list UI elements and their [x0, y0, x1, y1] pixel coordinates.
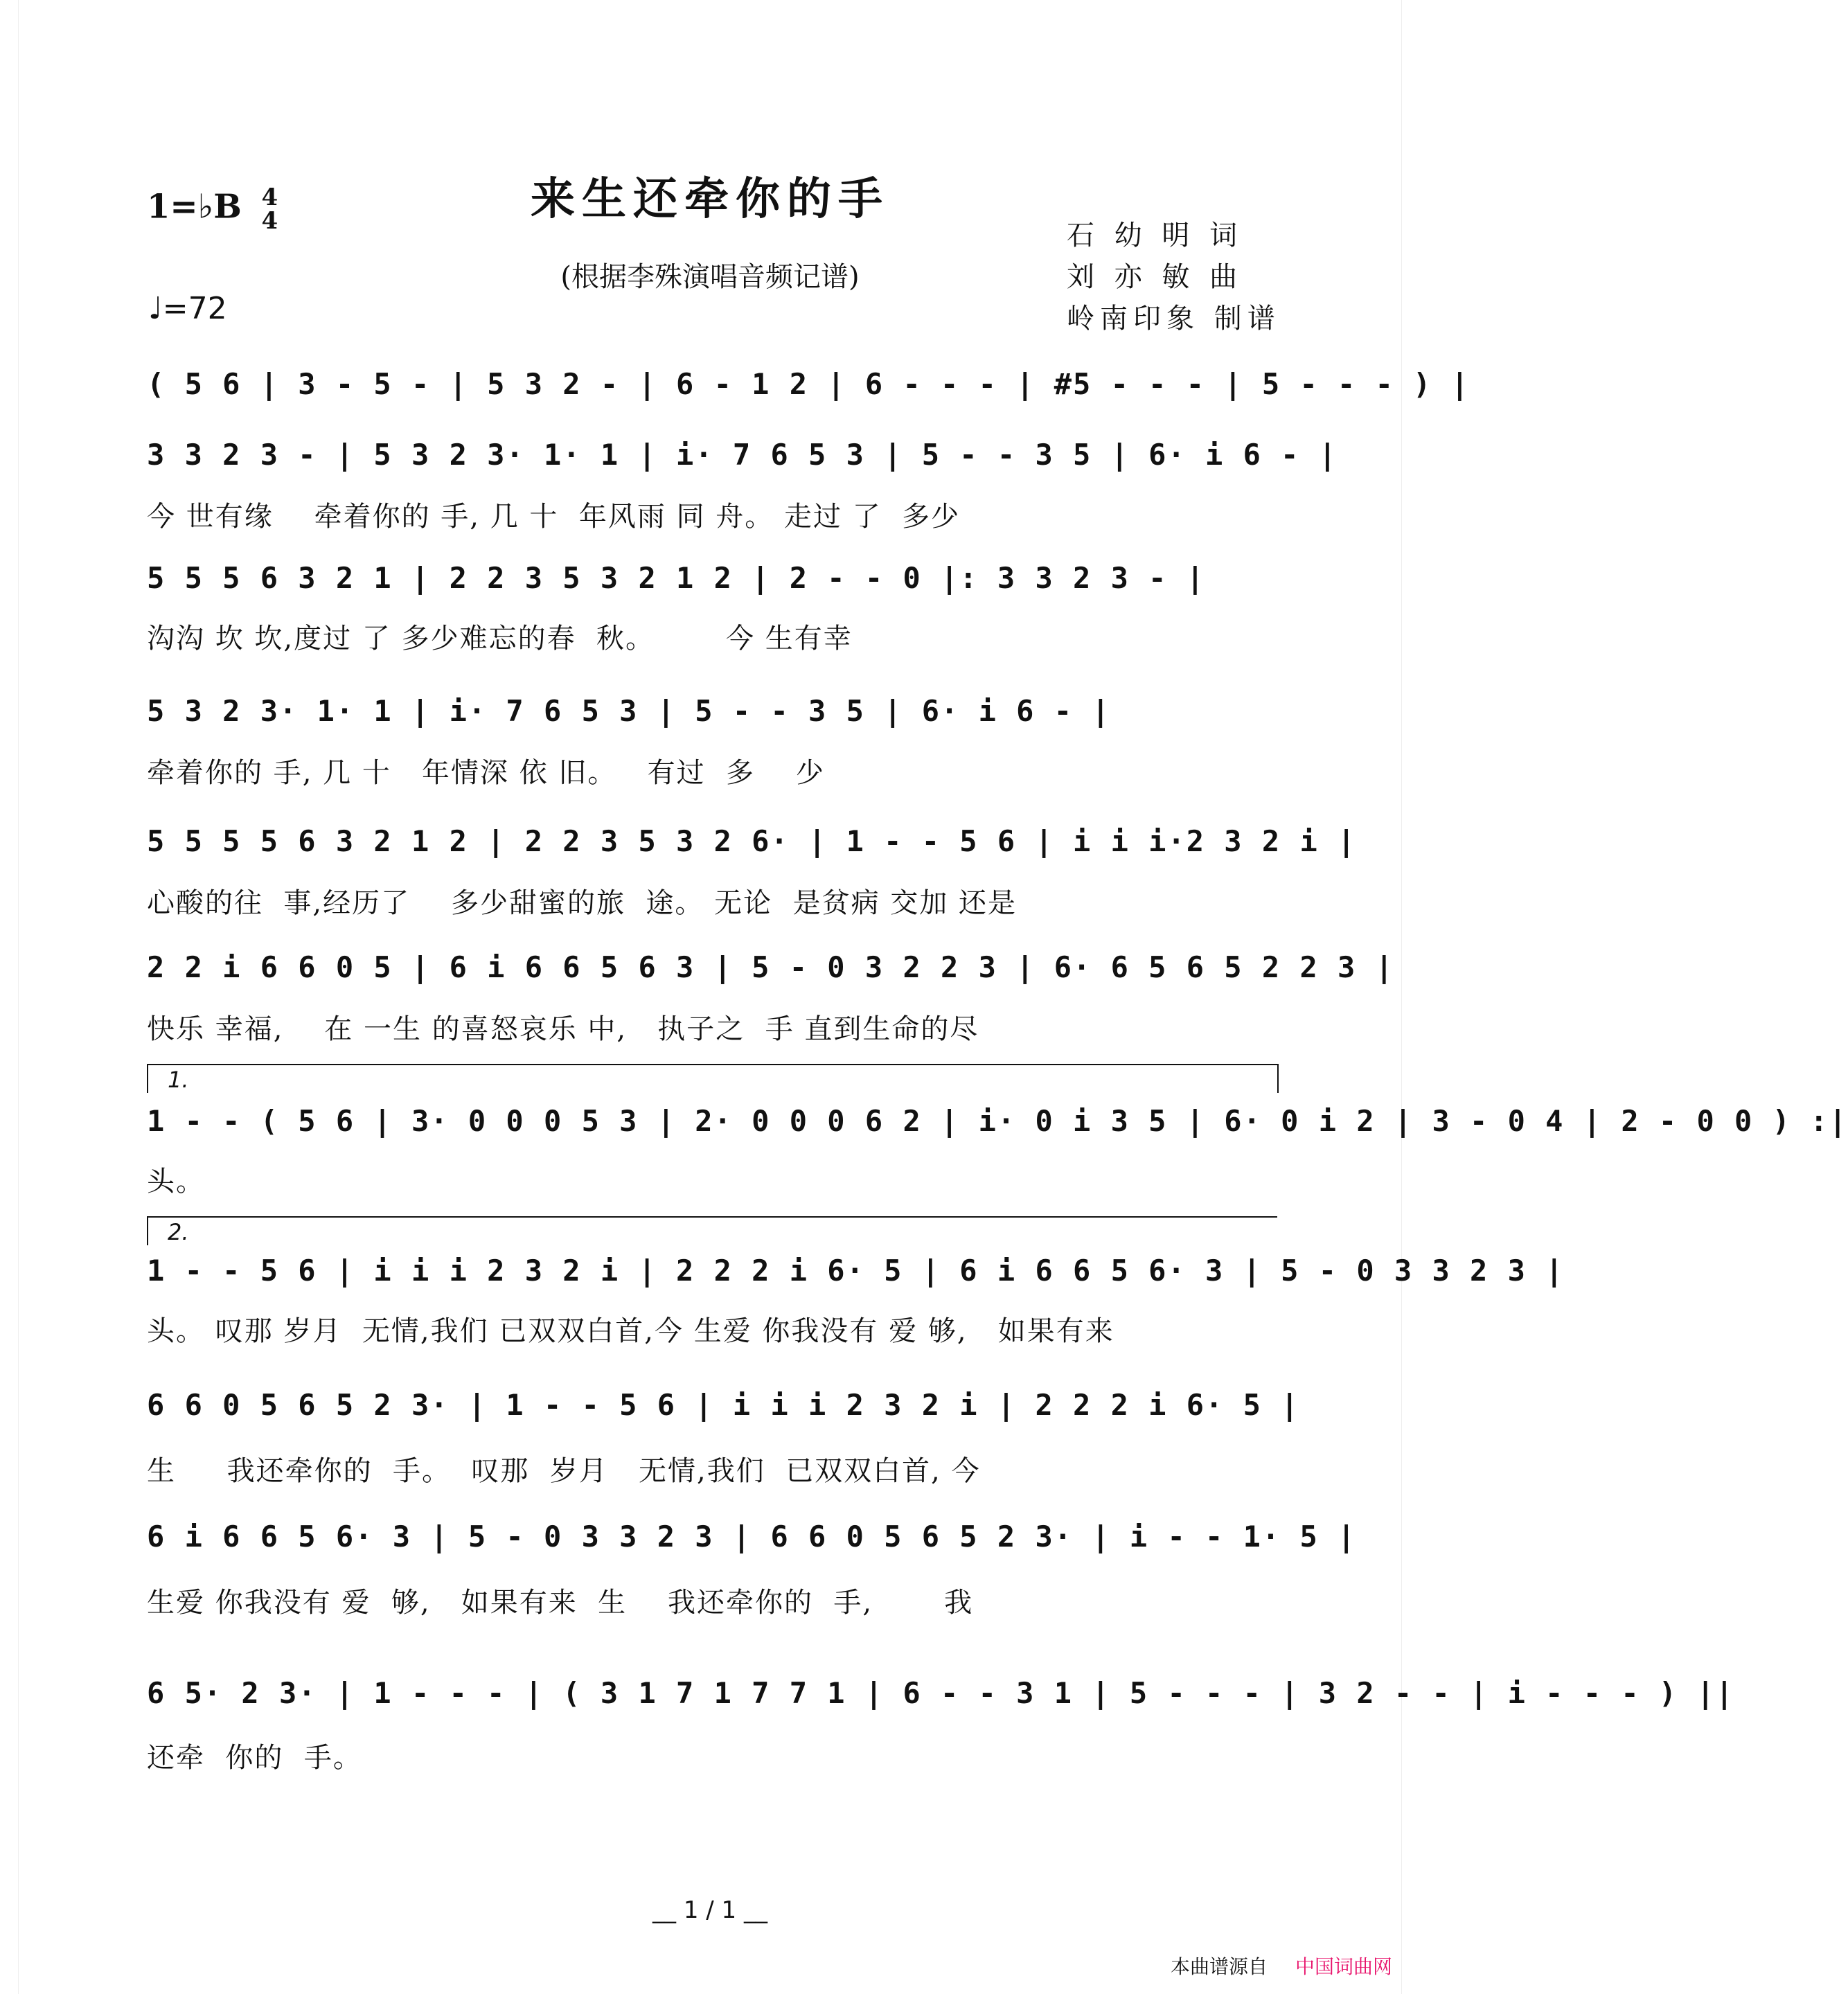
first-ending-label: 1.	[168, 1067, 189, 1093]
time-top: 4	[261, 184, 278, 211]
page-number: __ 1 / 1 __	[652, 1896, 767, 1924]
notation-line: 5 3 2 3· 1· 1 | i· 7 6 5 3 | 5 - - 3 5 | 6· i 6 - |	[147, 694, 1111, 728]
second-ending-bracket	[147, 1216, 1277, 1245]
lyric-line: 沟沟 坎 坎,度过 了 多少难忘的春 秋。 今 生有幸	[147, 623, 853, 655]
notation-line: 3 3 2 3 - | 5 3 2 3· 1· 1 | i· 7 6 5 3 | 5 - - 3 5 | 6· i 6 - |	[147, 438, 1338, 472]
lyric-line: 生 我还牵你的 手。 叹那 岁月 无情,我们 已双双白首, 今	[147, 1455, 981, 1487]
source-brand-link[interactable]: 中国词曲网	[1295, 1955, 1392, 1978]
time-bottom: 4	[261, 207, 278, 235]
notation-line: 5 5 5 5 6 3 2 1 2 | 2 2 3 5 3 2 6· | 1 - - 5 6 | i i i·2 3 2 i |	[147, 824, 1357, 858]
second-ending-label: 2.	[168, 1219, 189, 1245]
left-margin-strip	[0, 0, 19, 1994]
lyric-line: 还牵 你的 手。	[147, 1742, 362, 1774]
composer-credit: 刘 亦 敏 曲	[1067, 261, 1243, 293]
lyricist-credit: 石 幼 明 词	[1067, 220, 1243, 251]
notation-line: 6 6 0 5 6 5 2 3· | 1 - - 5 6 | i i i 2 3 2 i | 2 2 2 i 6· 5 |	[147, 1388, 1300, 1422]
tempo-marking: ♩=72	[148, 291, 227, 326]
song-subtitle: (根据李殊演唱音频记谱)	[560, 261, 860, 293]
notation-line: 1 - - ( 5 6 | 3· 0 0 0 5 3 | 2· 0 0 0 6 2 | i· 0 i 3 5 | 6· 0 i 2 | 3 - 0 4 | 2 - 0 0 ) :|	[147, 1104, 1848, 1138]
first-ending-bracket	[147, 1064, 1279, 1093]
lyric-line: 生爱 你我没有 爱 够, 如果有来 生 我还牵你的 手, 我	[147, 1587, 974, 1619]
lyric-line: 头。	[147, 1166, 205, 1198]
notation-line: ( 5 6 | 3 - 5 - | 5 3 2 - | 6 - 1 2 | 6 - - - | #5 - - - | 5 - - - ) |	[147, 367, 1471, 401]
source-text: 本曲谱源自	[1170, 1955, 1268, 1978]
notation-line: 5 5 5 6 3 2 1 | 2 2 3 5 3 2 1 2 | 2 - - 0 |: 3 3 2 3 - |	[147, 561, 1206, 595]
lyric-line: 今 世有缘 牵着你的 手, 几 十 年风雨 同 舟。 走过 了 多少	[147, 501, 961, 533]
credits	[1067, 215, 1281, 339]
notation-line: 1 - - 5 6 | i i i 2 3 2 i | 2 2 2 i 6· 5 | 6 i 6 6 5 6· 3 | 5 - 0 3 3 2 3 |	[147, 1254, 1565, 1288]
lyric-line: 快乐 幸福, 在 一生 的喜怒哀乐 中, 执子之 手 直到生命的尽	[147, 1013, 979, 1045]
notation-line: 2 2 i 6 6 0 5 | 6 i 6 6 5 6 3 | 5 - 0 3 2 2 3 | 6· 6 5 6 5 2 2 3 |	[147, 950, 1394, 984]
notation-line: 6 5· 2 3· | 1 - - - | ( 3 1 7 1 7 7 1 | 6 - - 3 1 | 5 - - - | 3 2 - - | i - - - ) ||	[147, 1676, 1735, 1710]
lyric-line: 牵着你的 手, 几 十 年情深 依 旧。 有过 多 少	[147, 757, 825, 789]
arranger-credit: 岭南印象 制谱	[1067, 303, 1281, 335]
notation-line: 6 i 6 6 5 6· 3 | 5 - 0 3 3 2 3 | 6 6 0 5 6 5 2 3· | i - - 1· 5 |	[147, 1520, 1357, 1554]
lyric-line: 心酸的往 事,经历了 多少甜蜜的旅 途。 无论 是贫病 交加 还是	[147, 887, 1018, 919]
source-credit	[1171, 1952, 1392, 1979]
song-title: 来生还牵你的手	[531, 173, 889, 225]
key-label: 1=♭B	[147, 187, 242, 226]
lyric-line: 头。 叹那 岁月 无情,我们 已双双白首,今 生爱 你我没有 爱 够, 如果有来	[147, 1315, 1114, 1347]
